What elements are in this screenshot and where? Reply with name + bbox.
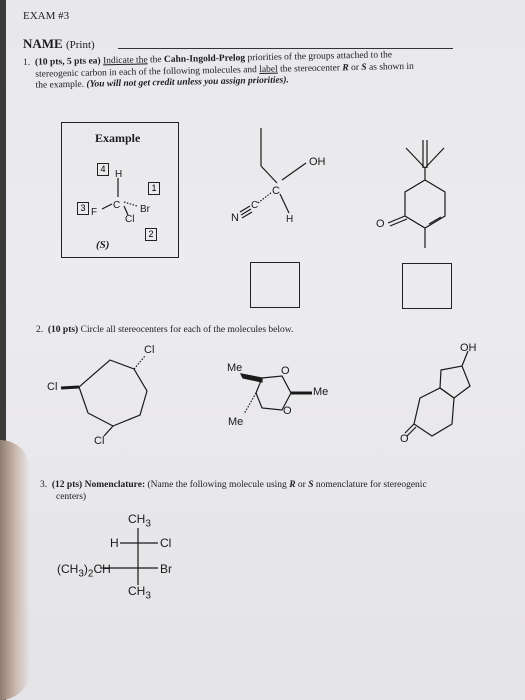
mol4-o-top: O bbox=[281, 365, 290, 377]
mol2-o: O bbox=[376, 218, 385, 230]
mol4-me-top: Me bbox=[227, 362, 243, 374]
exam-label: EXAM #3 bbox=[23, 10, 70, 22]
question-1: 1. (10 pts, 5 pts ea) Indicate the the Cahn-Ingold-Prelog priorities of the groups attached to the stereogenic carbon in each of the following molecules and label the stereocenter R or S as shown in the example. (You will not get credit unless you assign priorities). bbox=[23, 50, 414, 91]
fischer-bonds bbox=[100, 528, 158, 585]
mol4-me-right: Me bbox=[313, 386, 329, 398]
question-2: 2. (10 pts) Circle all stereocenters for each of the molecules below. bbox=[36, 325, 294, 335]
atom-br: Br bbox=[140, 204, 150, 215]
atom-h: H bbox=[115, 169, 123, 180]
example-config: (S) bbox=[96, 239, 110, 251]
priority-box-br: 1 bbox=[148, 182, 160, 195]
mol4-me-bottom: Me bbox=[228, 416, 244, 428]
example-bonds bbox=[102, 178, 137, 215]
mol1-n: N bbox=[231, 212, 239, 224]
priority-box-f: 3 bbox=[77, 202, 89, 215]
atom-cl: Cl bbox=[125, 214, 135, 225]
priority-box-h: 4 bbox=[97, 163, 109, 176]
mol4-bonds bbox=[241, 374, 312, 414]
mol1-c-nitrile: C bbox=[251, 200, 259, 211]
mol1-oh: OH bbox=[309, 156, 326, 168]
mol3-cl-left: Cl bbox=[47, 381, 58, 393]
priority-box-cl: 2 bbox=[145, 228, 157, 241]
mol1-c-center: C bbox=[272, 185, 280, 197]
fischer-top: $CH_3$ bbox=[128, 512, 151, 530]
mol3-cl-bottom: Cl bbox=[94, 435, 105, 447]
mol5-o: O bbox=[400, 433, 409, 445]
question-3: 3. (12 pts) Nomenclature: (Name the following molecule using R or S nomenclature for stereogenic centers) bbox=[40, 480, 427, 502]
fischer-left: $(CH_3)_2CH$ bbox=[57, 562, 111, 580]
mol1-bonds bbox=[240, 128, 306, 218]
mol3-bonds bbox=[61, 356, 147, 436]
mol3-cl-top: Cl bbox=[144, 344, 155, 356]
atom-c: C bbox=[113, 200, 121, 211]
fischer-h: H bbox=[110, 536, 119, 550]
mol5-bonds bbox=[405, 351, 470, 436]
example-title: Example bbox=[95, 131, 141, 145]
name-label: NAME (Print) bbox=[23, 36, 95, 51]
fischer-cl: Cl bbox=[160, 536, 172, 550]
mol2-bonds bbox=[388, 140, 445, 248]
mol4-o-bottom: O bbox=[283, 405, 292, 417]
fischer-br: Br bbox=[160, 562, 172, 576]
fischer-bottom: $CH_3$ bbox=[128, 584, 151, 602]
mol5-oh: OH bbox=[460, 342, 477, 354]
mol1-h: H bbox=[286, 214, 294, 225]
atom-f: F bbox=[91, 207, 98, 218]
